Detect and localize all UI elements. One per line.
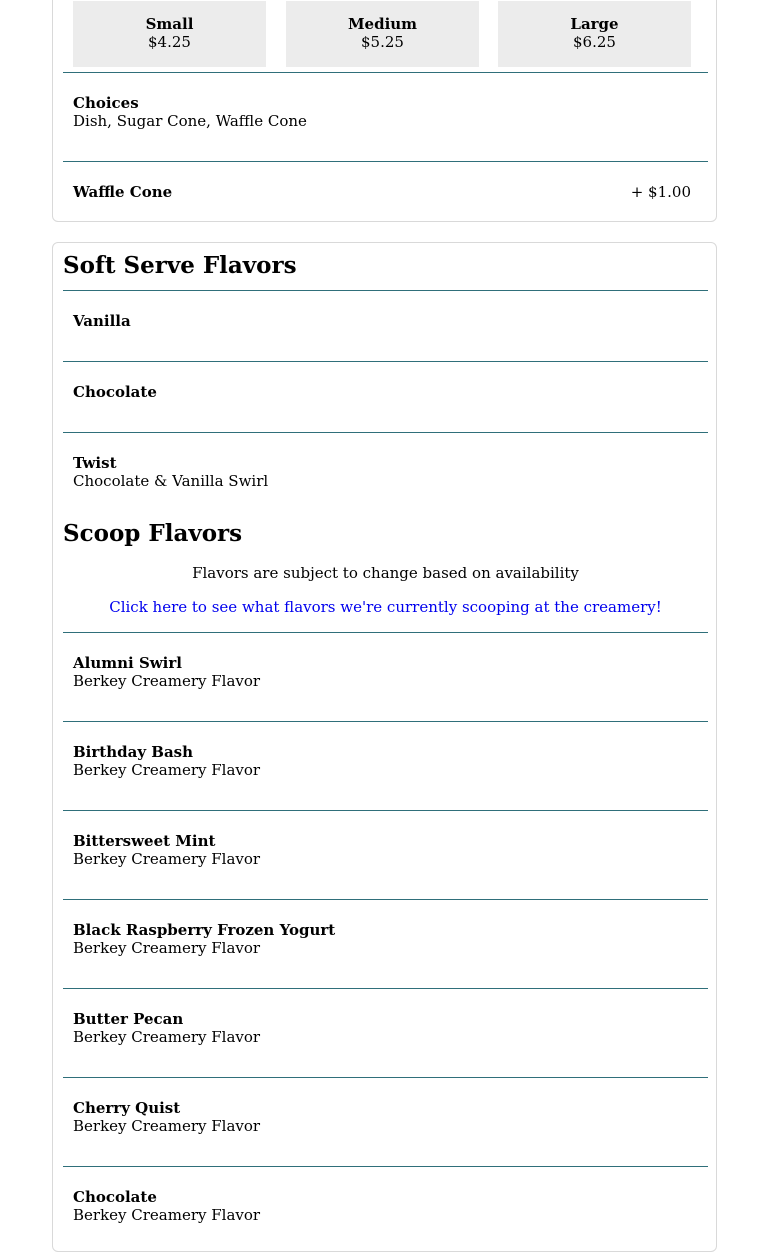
flavor-title: Black Raspberry Frozen Yogurt — [73, 921, 336, 939]
list-item — [73, 1010, 693, 1046]
flavor-title: Butter Pecan — [73, 1010, 184, 1028]
size-options — [73, 1, 693, 67]
divider — [63, 161, 708, 162]
scoop-heading: Scoop Flavors — [63, 520, 243, 547]
divider — [63, 1077, 708, 1078]
divider — [63, 1166, 708, 1167]
flavor-title: Twist — [73, 454, 117, 472]
list-item — [73, 832, 693, 868]
flavor-desc: Berkey Creamery Flavor — [73, 761, 261, 779]
list-item — [73, 1099, 693, 1135]
choices-title: Choices — [73, 94, 139, 112]
flavor-title: Vanilla — [73, 312, 131, 330]
choices-item — [73, 94, 693, 130]
divider — [63, 810, 708, 811]
divider — [63, 290, 708, 291]
waffle-cone-title: Waffle Cone — [73, 183, 173, 201]
divider — [63, 632, 708, 633]
size-name: Small — [145, 15, 194, 33]
list-item — [73, 1188, 693, 1224]
flavor-title: Chocolate — [73, 1188, 157, 1206]
divider — [63, 72, 708, 73]
size-option-large[interactable] — [498, 1, 691, 67]
size-name: Medium — [347, 15, 418, 33]
size-price: $4.25 — [148, 33, 191, 51]
flavor-desc: Berkey Creamery Flavor — [73, 1206, 261, 1224]
list-item — [73, 743, 693, 779]
divider — [63, 988, 708, 989]
current-flavors-link[interactable]: Click here to see what flavors we're currently scooping at the creamery! — [109, 598, 662, 616]
flavor-desc: Chocolate & Vanilla Swirl — [73, 472, 269, 490]
flavor-desc: Berkey Creamery Flavor — [73, 939, 261, 957]
size-name: Large — [570, 15, 619, 33]
divider — [63, 899, 708, 900]
flavor-title: Bittersweet Mint — [73, 832, 216, 850]
size-price: $6.25 — [573, 33, 616, 51]
list-item — [73, 454, 693, 490]
flavor-title: Alumni Swirl — [73, 654, 182, 672]
waffle-cone-price: + $1.00 — [630, 183, 691, 201]
divider — [63, 721, 708, 722]
list-item — [73, 383, 693, 401]
size-option-small[interactable] — [73, 1, 266, 67]
cone-menu-card — [52, 0, 717, 222]
list-item — [73, 654, 693, 690]
flavor-title: Cherry Quist — [73, 1099, 181, 1117]
divider — [63, 361, 708, 362]
size-price: $5.25 — [361, 33, 404, 51]
flavor-desc: Berkey Creamery Flavor — [73, 1117, 261, 1135]
flavor-desc: Berkey Creamery Flavor — [73, 850, 261, 868]
list-item — [73, 312, 693, 330]
current-flavors-link-wrap — [63, 598, 708, 616]
choices-desc: Dish, Sugar Cone, Waffle Cone — [73, 112, 307, 130]
size-option-medium[interactable] — [286, 1, 479, 67]
flavor-title: Birthday Bash — [73, 743, 194, 761]
waffle-cone-addon[interactable] — [73, 183, 693, 201]
flavors-card — [52, 242, 717, 1252]
flavor-desc: Berkey Creamery Flavor — [73, 1028, 261, 1046]
divider — [63, 432, 708, 433]
availability-note: Flavors are subject to change based on availability — [192, 564, 579, 582]
soft-serve-heading: Soft Serve Flavors — [63, 252, 297, 279]
list-item — [73, 921, 693, 957]
flavor-title: Chocolate — [73, 383, 157, 401]
flavor-desc: Berkey Creamery Flavor — [73, 672, 261, 690]
